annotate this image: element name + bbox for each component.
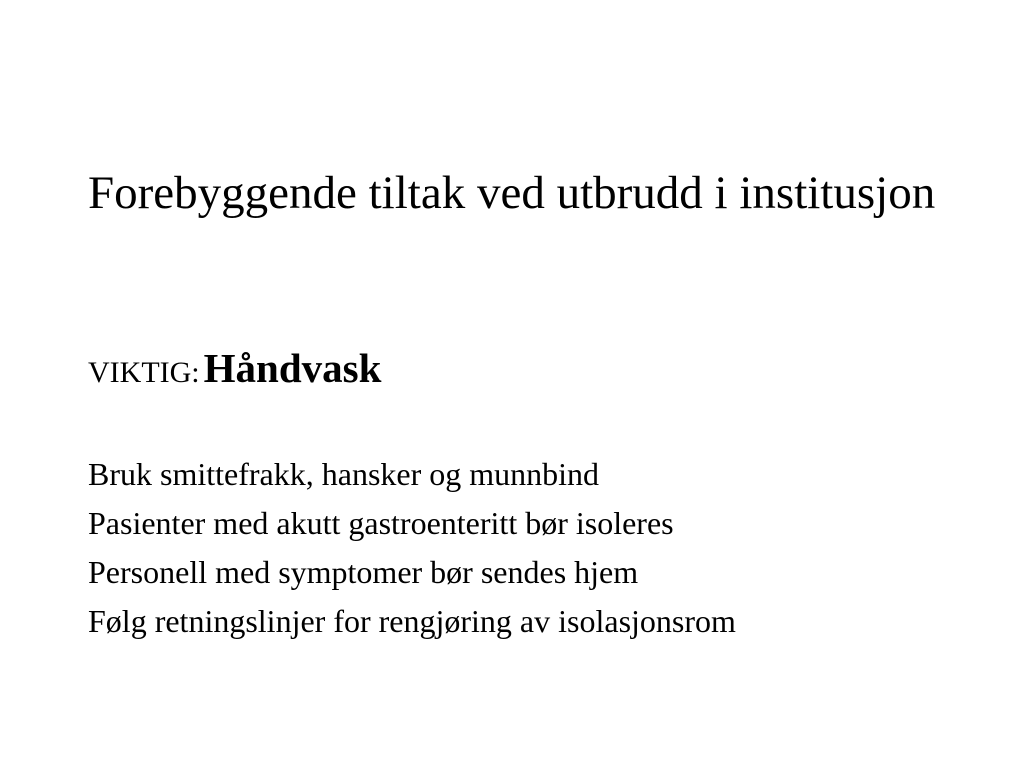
measures-list-item: Følg retningslinjer for rengjøring av isolasjonsrom [88,603,736,639]
measures-list [88,450,736,646]
slide-title: Forebyggende tiltak ved utbrudd i institusjon [88,167,936,219]
important-label: VIKTIG: [88,356,200,389]
measures-list-item: Pasienter med akutt gastroenteritt bør isoleres [88,505,674,541]
measures-list-item: Personell med symptomer bør sendes hjem [88,554,639,590]
important-value: Håndvask [203,345,382,391]
important-line [88,344,381,392]
measures-list-item: Bruk smittefrakk, hansker og munnbind [88,456,600,492]
